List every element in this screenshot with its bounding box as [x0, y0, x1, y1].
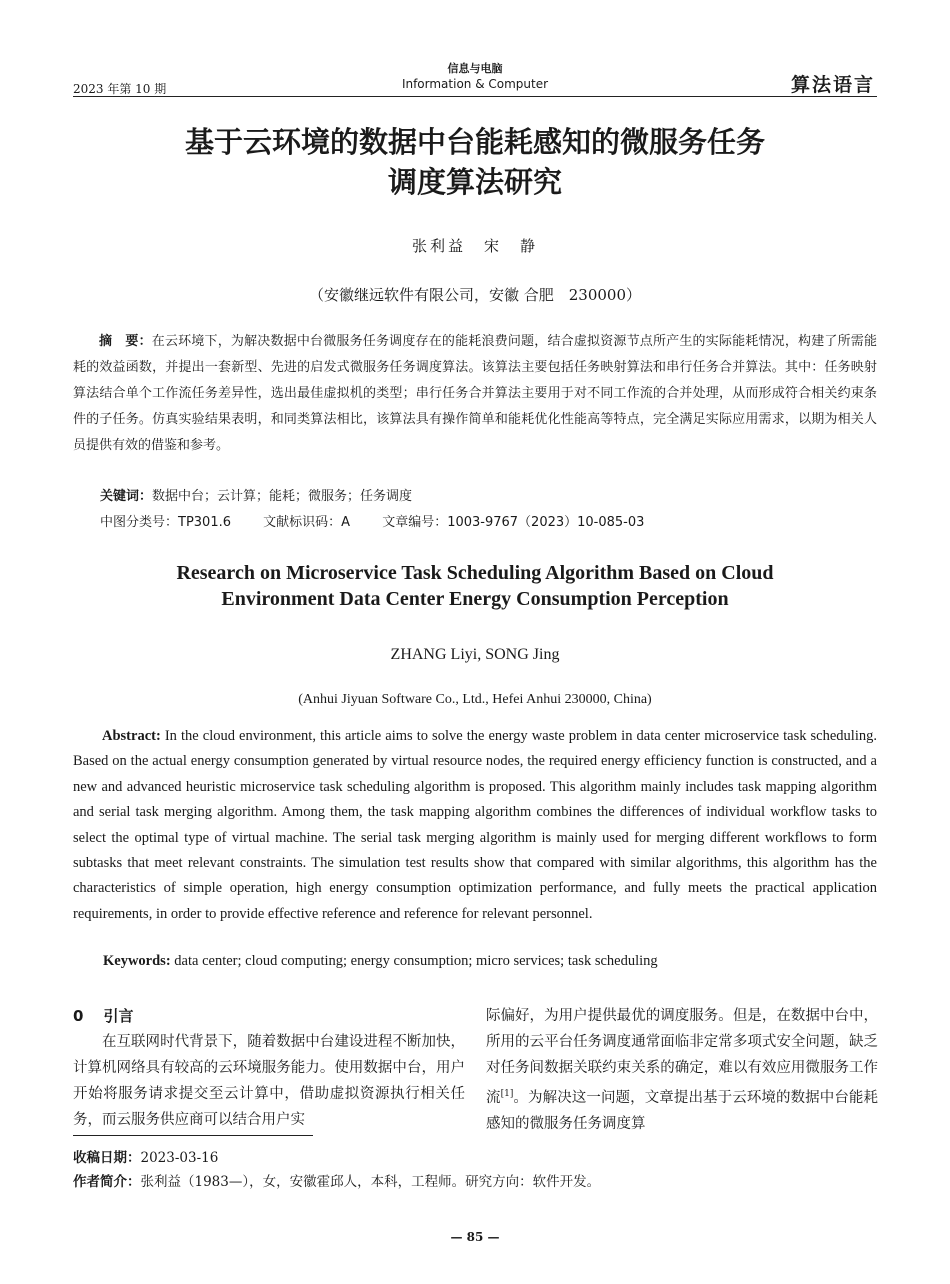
clc-number: 中图分类号：TP301.6: [100, 515, 231, 530]
keywords-cn-label: 关键词：: [100, 489, 153, 504]
classification-line: [100, 511, 672, 530]
body-column-left: [73, 1003, 465, 1133]
bio-text: 张利益（1983—），女，安徽霍邱人，本科，工程师。研究方向：软件开发。: [140, 1174, 601, 1190]
section-heading: [73, 1003, 465, 1029]
body-paragraph-continued: [486, 1003, 878, 1137]
abstract-cn: [73, 329, 877, 459]
page-title-cn: [0, 122, 950, 202]
body-paragraph: 在互联网时代背景下，随着数据中台建设进程不断加快，计算机网络具有较高的云环境服务能力。使用数据中台，用户开始将服务请求提交至云计算中，借助虚拟资源执行相关任务，而云服务供应商可以结合用户实: [73, 1034, 465, 1128]
body-text-part1: 际偏好，为用户提供最优的调度服务。但是，在数据中台中，所用的云平台任务调度通常面临非定常多项式安全问题，缺乏对任务间数据关联约束关系的确定，难以有效应用微服务工作流: [486, 1008, 878, 1106]
authors-cn: 张利益 宋 静: [411, 237, 538, 255]
footnote-divider: [73, 1135, 313, 1136]
bio-label: 作者简介：: [73, 1174, 141, 1190]
received-label: 收稿日期：: [73, 1150, 141, 1166]
keywords-en: [103, 953, 658, 970]
body-column-right: [486, 1003, 878, 1137]
title-cn-line1: 基于云环境的数据中台能耗感知的微服务任务: [184, 125, 765, 159]
body-text-part2: 。为解决这一问题，文章提出基于云环境的数据中台能耗感知的微服务任务调度算: [486, 1089, 879, 1132]
abstract-cn-label: 摘 要：: [99, 334, 152, 349]
authors-en: ZHANG Liyi, SONG Jing: [390, 646, 560, 663]
section-title: 引言: [103, 1007, 134, 1025]
issue-label: 2023 年第 10 期: [73, 82, 167, 96]
abstract-en-text: In the cloud environment, this article aims to solve the energy waste problem in data center microservice task scheduling. Based on the actual energy consumption generated by virtual resource nodes, the required energy efficiency function is constructed, and a new and advanced heuristic microservice task scheduling algorithm is proposed. This algorithm mainly includes task mapping algorithm and serial task merging algorithm. Among them, the task mapping algorithm combines the differences of individual workflow tasks to select the optimal type of virtual machine. The serial task merging algorithm is mainly used for merging different workflows to form subtasks that meet relevant constraints. The simulation test results show that compared with similar algorithms, this algorithm has the characteristics of simple operation, high energy consumption optimization performance, and fully meets the practical application requirements, in order to provide effective reference and reference for relevant personnel.: [73, 728, 877, 922]
page-title-en: [0, 560, 950, 612]
article-number: 文章编号：1003-9767（2023）10-085-03: [382, 515, 645, 530]
journal-name-cn: 信息与电脑: [447, 62, 503, 75]
keywords-cn-text: 数据中台；云计算；能耗；微服务；任务调度: [152, 489, 413, 504]
footnote-author-bio: [73, 1170, 600, 1190]
title-en-line1: Research on Microservice Task Scheduling Algorithm Based on Cloud: [176, 562, 774, 584]
citation-ref[interactable]: [1]: [500, 1089, 514, 1099]
journal-name-en: Information & Computer: [401, 77, 549, 91]
title-cn-line2: 调度算法研究: [387, 165, 562, 199]
footnote-received: [73, 1146, 218, 1166]
received-date: 2023-03-16: [140, 1150, 219, 1166]
affiliation-cn: （安徽继远软件有限公司，安徽 合肥 230000）: [308, 286, 642, 304]
title-en-line2: Environment Data Center Energy Consumption Perception: [221, 588, 729, 610]
page-number: — 85 —: [450, 1230, 500, 1244]
header-divider: [73, 96, 877, 97]
affiliation-en: (Anhui Jiyuan Software Co., Ltd., Hefei Anhui 230000, China): [298, 692, 652, 707]
column-label: 算法语言: [790, 74, 875, 96]
keywords-cn: [100, 485, 412, 504]
keywords-en-label: Keywords:: [103, 953, 171, 969]
document-code: 文献标识码：A: [263, 515, 351, 530]
abstract-en-label: Abstract:: [102, 728, 161, 744]
keywords-en-text: data center; cloud computing; energy consumption; micro services; task scheduling: [170, 953, 658, 969]
section-number: 0: [73, 1007, 84, 1025]
abstract-cn-text: 在云环境下，为解决数据中台微服务任务调度存在的能耗浪费问题，结合虚拟资源节点所产生的实际能耗情况，构建了所需能耗的效益函数，并提出一套新型、先进的启发式微服务任务调度算法。该算法主要包括任务映射算法和串行任务合并算法。其中：任务映射算法结合单个工作流任务差异性，选出最佳虚拟机的类型；串行任务合并算法主要用于对不同工作流的合并处理，从而形成符合相关约束条件的子任务。仿真实验结果表明，和同类算法相比，该算法具有操作简单和能耗优化性能高等特点，完全满足实际应用需求，以期为相关人员提供有效的借鉴和参考。: [73, 334, 877, 453]
abstract-en: [73, 724, 877, 927]
